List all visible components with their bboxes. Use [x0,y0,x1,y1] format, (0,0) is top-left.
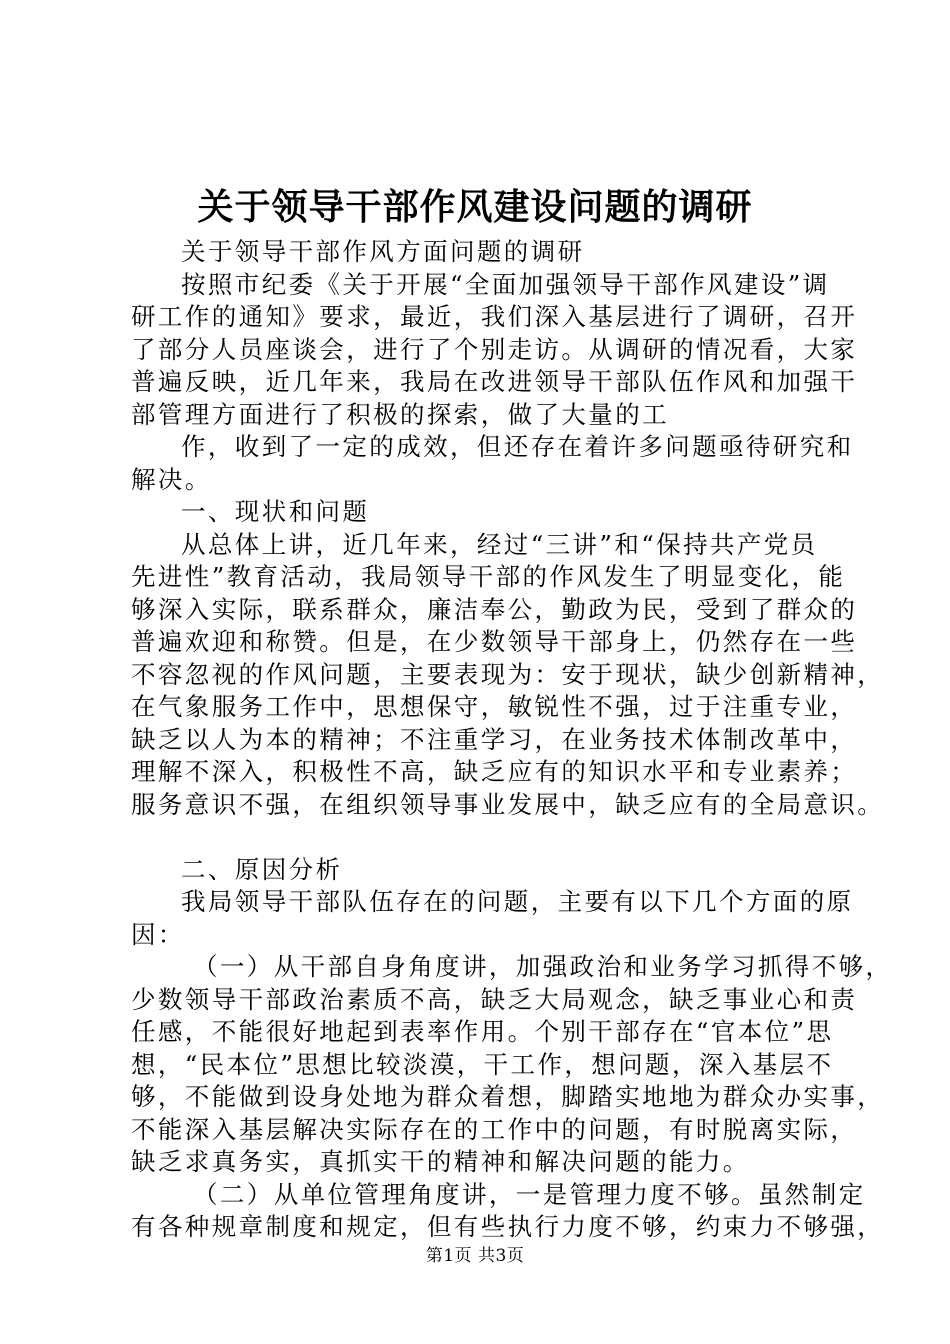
paragraph-line: 作，收到了一定的成效，但还存在着许多问题亟待研究和 [181,432,854,461]
blank-line [131,821,831,854]
paragraph-line: 少数领导干部政治素质不高，缺乏大局观念，缺乏事业心和责 [131,984,858,1014]
paragraph-line: 因： [131,919,185,949]
paragraph-line: 按照市纪委《关于开展“全面加强领导干部作风建设”调 [181,269,830,299]
document-title: 关于领导干部作风建设问题的调研 [197,186,753,228]
section-heading: 一、现状和问题 [181,497,370,526]
paragraph-line: 普遍欢迎和称赞。但是，在少数领导干部身上，仍然存在一些 [131,627,858,656]
paragraph-line: 研工作的通知》要求，最近，我们深入基层进行了调研，召开 [131,302,858,331]
paragraph-line: 想，“民本位”思想比较淡漠，干工作，想问题，深入基层不 [131,1049,834,1079]
paragraph-line: （二）从单位管理角度讲，一是管理力度不够。虽然制定 [193,1179,866,1209]
paragraph-line: 不能深入基层解决实际存在的工作中的问题，有时脱离实际， [131,1114,858,1144]
paragraph-line: 普遍反映，近几年来，我局在改进领导干部队伍作风和加强干 [131,367,858,396]
paragraph-line: 了部分人员座谈会，进行了个别走访。从调研的情况看，大家 [131,334,858,364]
paragraph-line: 先进性”教育活动，我局领导干部的作风发生了明显变化，能 [131,562,846,591]
paragraph-line: 缺乏以人为本的精神；不注重学习，在业务技术体制改革中， [131,724,858,754]
paragraph-line: 够，不能做到设身处地为群众着想，脚踏实地地为群众办实事， [131,1082,885,1111]
paragraph-line: 部管理方面进行了积极的探索，做了大量的工 [131,399,669,429]
paragraph-line: 任感，不能很好地起到表率作用。个别干部存在“官本位”思 [131,1017,834,1046]
paragraph-line: 缺乏求真务实，真抓实干的精神和解决问题的能力。 [131,1147,750,1176]
document-body [131,236,893,1244]
paragraph-line: 在气象服务工作中，思想保守，敏锐性不强，过于注重专业， [131,692,858,721]
paragraph-line: 有各种规章制度和规定，但有些执行力度不够，约束力不够强， [131,1212,885,1241]
paragraph-line: 够深入实际，联系群众，廉洁奉公，勤政为民，受到了群众的 [131,594,858,624]
paragraph-line: （一）从干部自身角度讲，加强政治和业务学习抓得不够， [193,952,893,981]
section-heading: 二、原因分析 [181,854,343,884]
paragraph-line: 服务意识不强，在组织领导事业发展中，缺乏应有的全局意识。 [131,789,885,819]
paragraph-line: 从总体上讲，近几年来，经过“三讲”和“保持共产党员 [181,529,818,559]
paragraph-line: 我局领导干部队伍存在的问题，主要有以下几个方面的原 [181,887,854,916]
paragraph-line: 理解不深入，积极性不高，缺乏应有的知识水平和专业素养； [131,757,858,786]
paragraph-line: 不容忽视的作风问题，主要表现为：安于现状，缺少创新精神， [131,659,885,689]
page-number: 第1页 共3页 [425,1246,525,1266]
paragraph-line: 解决。 [131,464,212,494]
subtitle-line: 关于领导干部作风方面问题的调研 [181,237,585,266]
